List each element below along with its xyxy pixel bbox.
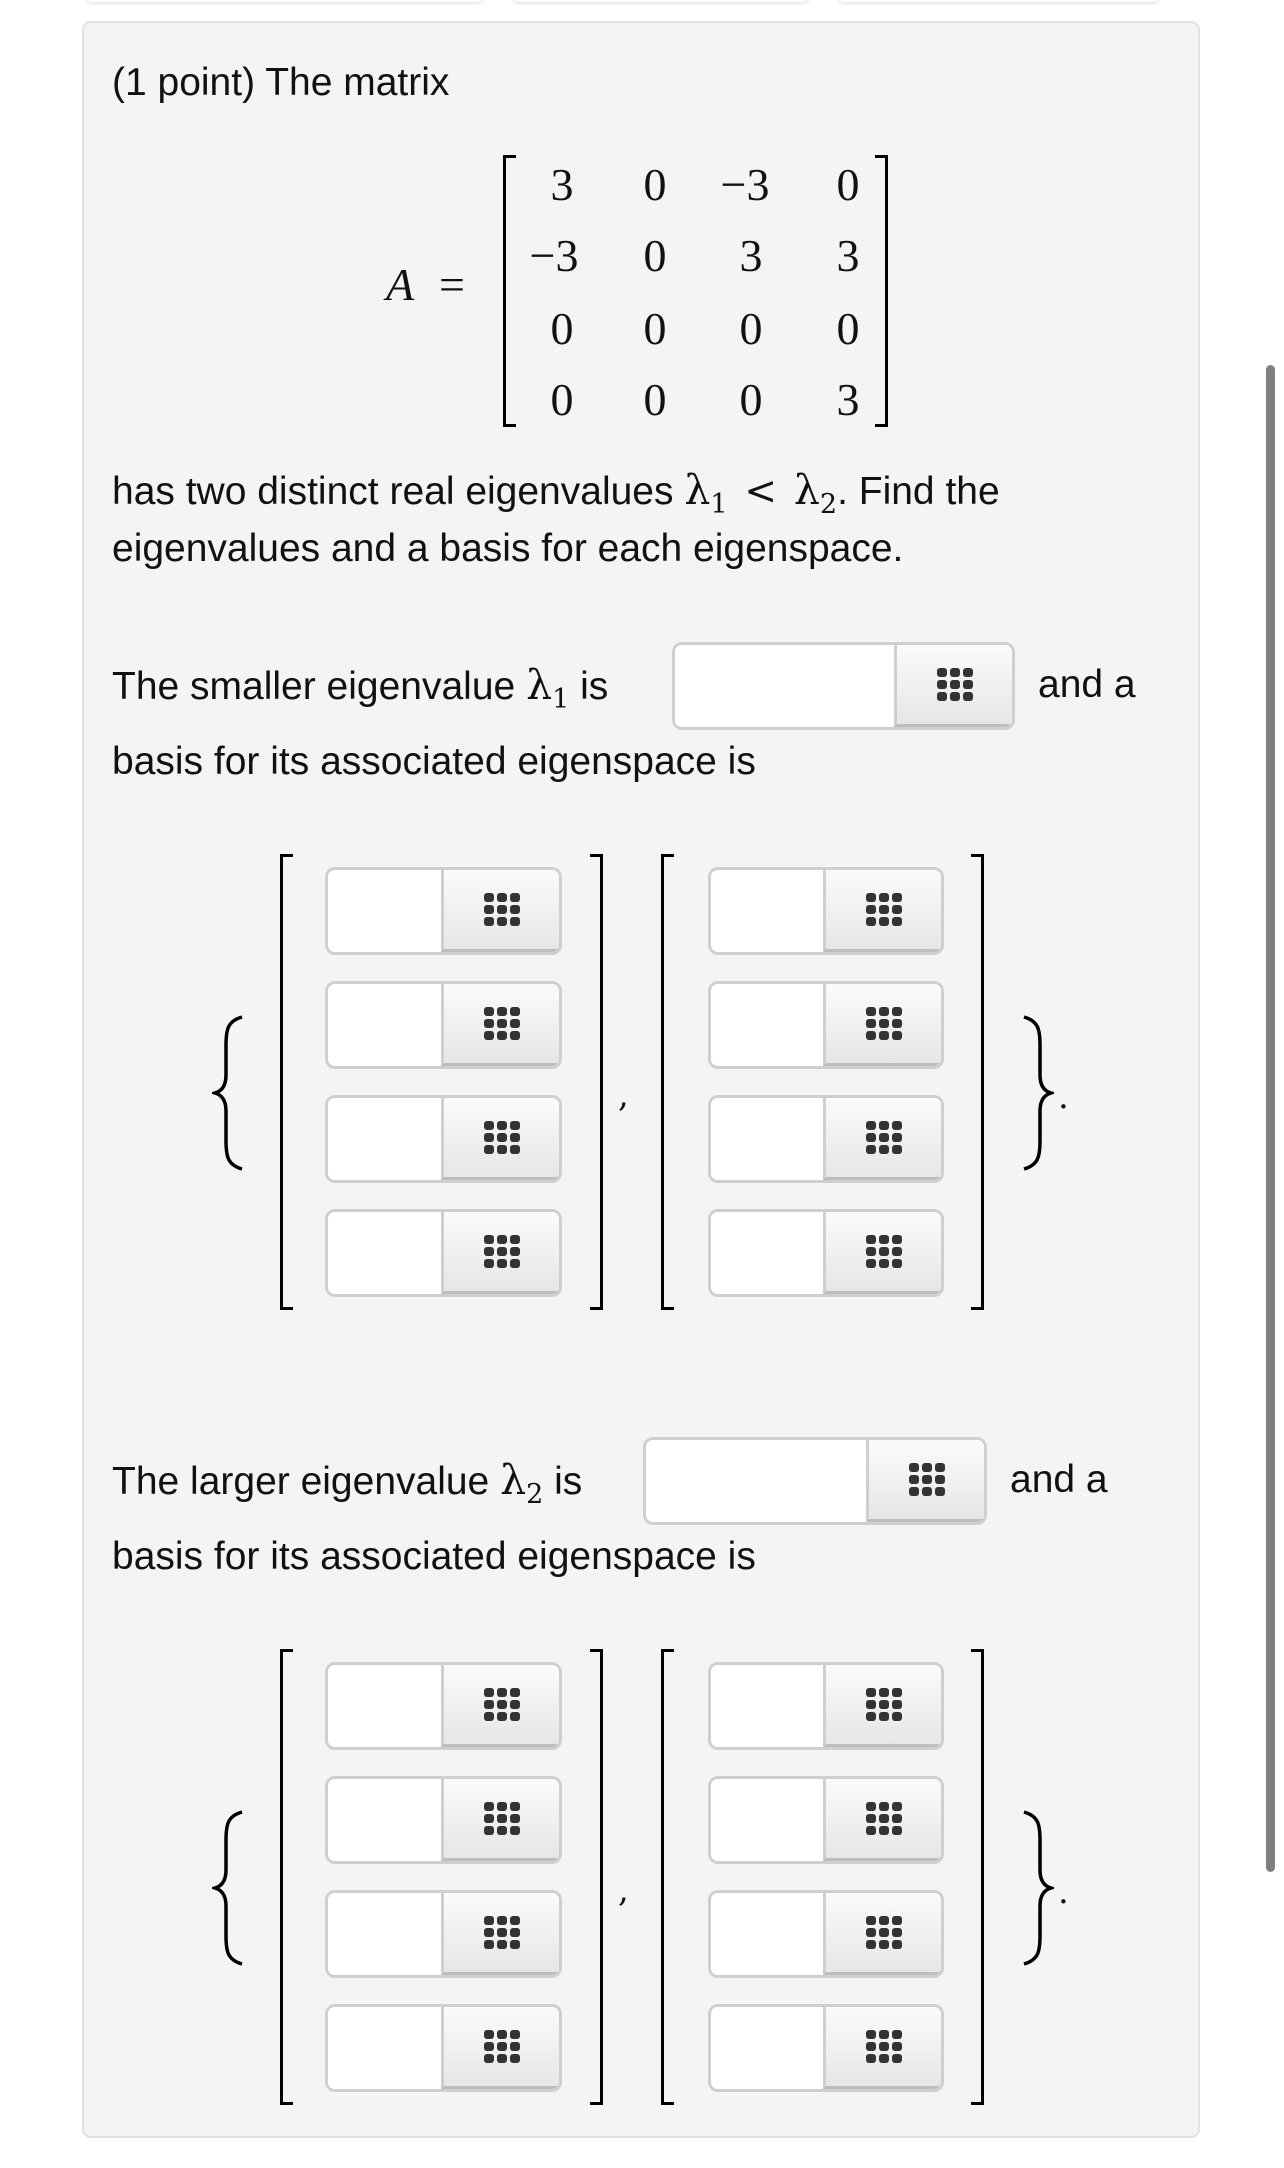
period: . <box>1058 1872 1069 1912</box>
smaller-eigenvalue-answer <box>672 642 1015 730</box>
keypad-button[interactable] <box>894 645 1012 727</box>
keypad-button[interactable] <box>823 870 941 952</box>
keypad-button[interactable] <box>441 1098 559 1180</box>
keypad-grid-icon <box>484 1802 520 1835</box>
matrix-cell: 0 <box>739 303 763 354</box>
label-text: The larger eigenvalue <box>112 1460 490 1503</box>
right-brace-icon <box>1018 1810 1054 1966</box>
vector1-entry2-input[interactable] <box>328 1779 441 1861</box>
matrix-cell: 0 <box>836 159 860 210</box>
vector1-entry <box>325 2004 562 2092</box>
keypad-button[interactable] <box>441 1212 559 1294</box>
larger-eigenvalue-answer <box>643 1437 987 1525</box>
vector2-left-bracket <box>661 1649 674 2105</box>
period: . <box>1058 1077 1069 1117</box>
vector1-entry <box>325 867 562 955</box>
statement-text: has two distinct real eigenvalues <box>112 470 674 513</box>
vector2-entry <box>708 1890 944 1978</box>
vector2-entry1-input[interactable] <box>711 870 823 952</box>
vector1-entry4-input[interactable] <box>328 2007 441 2089</box>
vector2-entry4-input[interactable] <box>711 2007 823 2089</box>
left-brace-icon <box>212 1015 248 1171</box>
subscript: 2 <box>819 489 838 520</box>
smaller-eigenvalue-label <box>112 661 609 715</box>
matrix-cell: 3 <box>739 230 763 281</box>
vector2-entry1-input[interactable] <box>711 1665 823 1747</box>
keypad-button[interactable] <box>823 1779 941 1861</box>
keypad-grid-icon <box>866 1007 902 1040</box>
problem-intro: (1 point) The matrix <box>112 61 450 104</box>
matrix-cell: 3 <box>836 230 860 281</box>
and-a-text: and a <box>1038 663 1136 706</box>
vector2-entry <box>708 867 944 955</box>
keypad-grid-icon <box>866 1235 902 1268</box>
keypad-button[interactable] <box>823 984 941 1066</box>
vector2-entry <box>708 981 944 1069</box>
vector2-entry2-input[interactable] <box>711 1779 823 1861</box>
matrix-cell: 0 <box>643 159 667 210</box>
keypad-grid-icon <box>909 1463 945 1496</box>
vector2-entry <box>708 1662 944 1750</box>
vector1-left-bracket <box>280 1649 293 2105</box>
keypad-button[interactable] <box>441 1665 559 1747</box>
keypad-grid-icon <box>484 1688 520 1721</box>
vector1-entry <box>325 981 562 1069</box>
problem-statement-line2: eigenvalues and a basis for each eigenspace. <box>112 527 904 570</box>
problem-statement-line1 <box>112 466 1000 520</box>
vector2-entry <box>708 1776 944 1864</box>
matrix-cell: 3 <box>836 374 860 425</box>
label-text: is <box>580 665 609 708</box>
vector1-entry <box>325 1890 562 1978</box>
subscript: 1 <box>710 489 728 520</box>
subscript: 2 <box>526 1479 544 1510</box>
lambda-symbol: λ <box>793 466 820 514</box>
vector2-right-bracket <box>971 854 984 1310</box>
larger-eigenvalue-label <box>112 1456 583 1510</box>
keypad-grid-icon <box>866 2030 902 2063</box>
matrix-cell: 3 <box>550 159 574 210</box>
vector1-entry1-input[interactable] <box>328 1665 441 1747</box>
keypad-grid-icon <box>484 1916 520 1949</box>
and-a-text: and a <box>1010 1458 1108 1501</box>
vector1-entry <box>325 1209 562 1297</box>
keypad-button[interactable] <box>823 2007 941 2089</box>
lambda-symbol: λ <box>684 466 711 514</box>
vector2-entry2-input[interactable] <box>711 984 823 1066</box>
keypad-grid-icon <box>937 668 973 701</box>
matrix-cell: 0 <box>836 303 860 354</box>
statement-text: . Find the <box>837 470 1000 513</box>
vector1-entry4-input[interactable] <box>328 1212 441 1294</box>
matrix-cell: 0 <box>643 230 667 281</box>
keypad-grid-icon <box>866 1802 902 1835</box>
vector2-entry3-input[interactable] <box>711 1893 823 1975</box>
larger-eigenvalue-input[interactable] <box>646 1440 866 1522</box>
matrix-left-bracket <box>503 155 516 427</box>
top-button-1[interactable] <box>85 0 485 2</box>
vector1-entry <box>325 1776 562 1864</box>
basis-text: basis for its associated eigenspace is <box>112 1535 756 1578</box>
keypad-button[interactable] <box>441 870 559 952</box>
matrix-cell: 0 <box>550 303 574 354</box>
comma: , <box>618 1075 629 1115</box>
keypad-grid-icon <box>866 893 902 926</box>
keypad-grid-icon <box>866 1688 902 1721</box>
matrix-right-bracket <box>875 155 888 427</box>
top-button-2[interactable] <box>512 0 810 2</box>
keypad-button[interactable] <box>823 1665 941 1747</box>
vector2-entry <box>708 1095 944 1183</box>
matrix-cell: −3 <box>529 230 579 281</box>
less-than: < <box>744 469 778 514</box>
vector2-right-bracket <box>971 1649 984 2105</box>
top-button-3[interactable] <box>837 0 1160 2</box>
keypad-button[interactable] <box>441 984 559 1066</box>
keypad-button[interactable] <box>823 1212 941 1294</box>
vector1-entry <box>325 1662 562 1750</box>
matrix-label: A <box>385 259 415 310</box>
keypad-grid-icon <box>484 1007 520 1040</box>
keypad-grid-icon <box>866 1121 902 1154</box>
vertical-scrollbar[interactable] <box>1266 365 1275 1872</box>
left-brace-icon <box>212 1810 248 1966</box>
keypad-button[interactable] <box>866 1440 984 1522</box>
vector1-right-bracket <box>590 854 603 1310</box>
matrix-cell: 0 <box>643 303 667 354</box>
smaller-eigenvalue-input[interactable] <box>675 645 894 727</box>
keypad-button[interactable] <box>441 2007 559 2089</box>
keypad-button[interactable] <box>823 1098 941 1180</box>
vector2-entry <box>708 2004 944 2092</box>
keypad-grid-icon <box>866 1916 902 1949</box>
keypad-button[interactable] <box>441 1779 559 1861</box>
vector1-entry2-input[interactable] <box>328 984 441 1066</box>
vector1-entry1-input[interactable] <box>328 870 441 952</box>
keypad-grid-icon <box>484 1235 520 1268</box>
matrix-cell: 0 <box>550 374 574 425</box>
lambda-symbol: λ <box>500 1456 527 1504</box>
keypad-grid-icon <box>484 1121 520 1154</box>
right-brace-icon <box>1018 1015 1054 1171</box>
vector2-left-bracket <box>661 854 674 1310</box>
matrix-cell: 0 <box>739 374 763 425</box>
keypad-grid-icon <box>484 893 520 926</box>
keypad-button[interactable] <box>823 1893 941 1975</box>
subscript: 1 <box>552 684 570 715</box>
label-text: is <box>554 1460 583 1503</box>
vector1-entry3-input[interactable] <box>328 1098 441 1180</box>
label-text: The smaller eigenvalue <box>112 665 516 708</box>
vector1-entry <box>325 1095 562 1183</box>
vector1-entry3-input[interactable] <box>328 1893 441 1975</box>
vector2-entry4-input[interactable] <box>711 1212 823 1294</box>
keypad-grid-icon <box>484 2030 520 2063</box>
vector2-entry3-input[interactable] <box>711 1098 823 1180</box>
basis-text: basis for its associated eigenspace is <box>112 740 756 783</box>
matrix-cell: −3 <box>720 159 770 210</box>
matrix-cell: 0 <box>643 374 667 425</box>
lambda-symbol: λ <box>526 661 553 709</box>
equals-sign: = <box>439 259 465 310</box>
vector2-entry <box>708 1209 944 1297</box>
comma: , <box>618 1870 629 1910</box>
vector1-right-bracket <box>590 1649 603 2105</box>
keypad-button[interactable] <box>441 1893 559 1975</box>
vector1-left-bracket <box>280 854 293 1310</box>
